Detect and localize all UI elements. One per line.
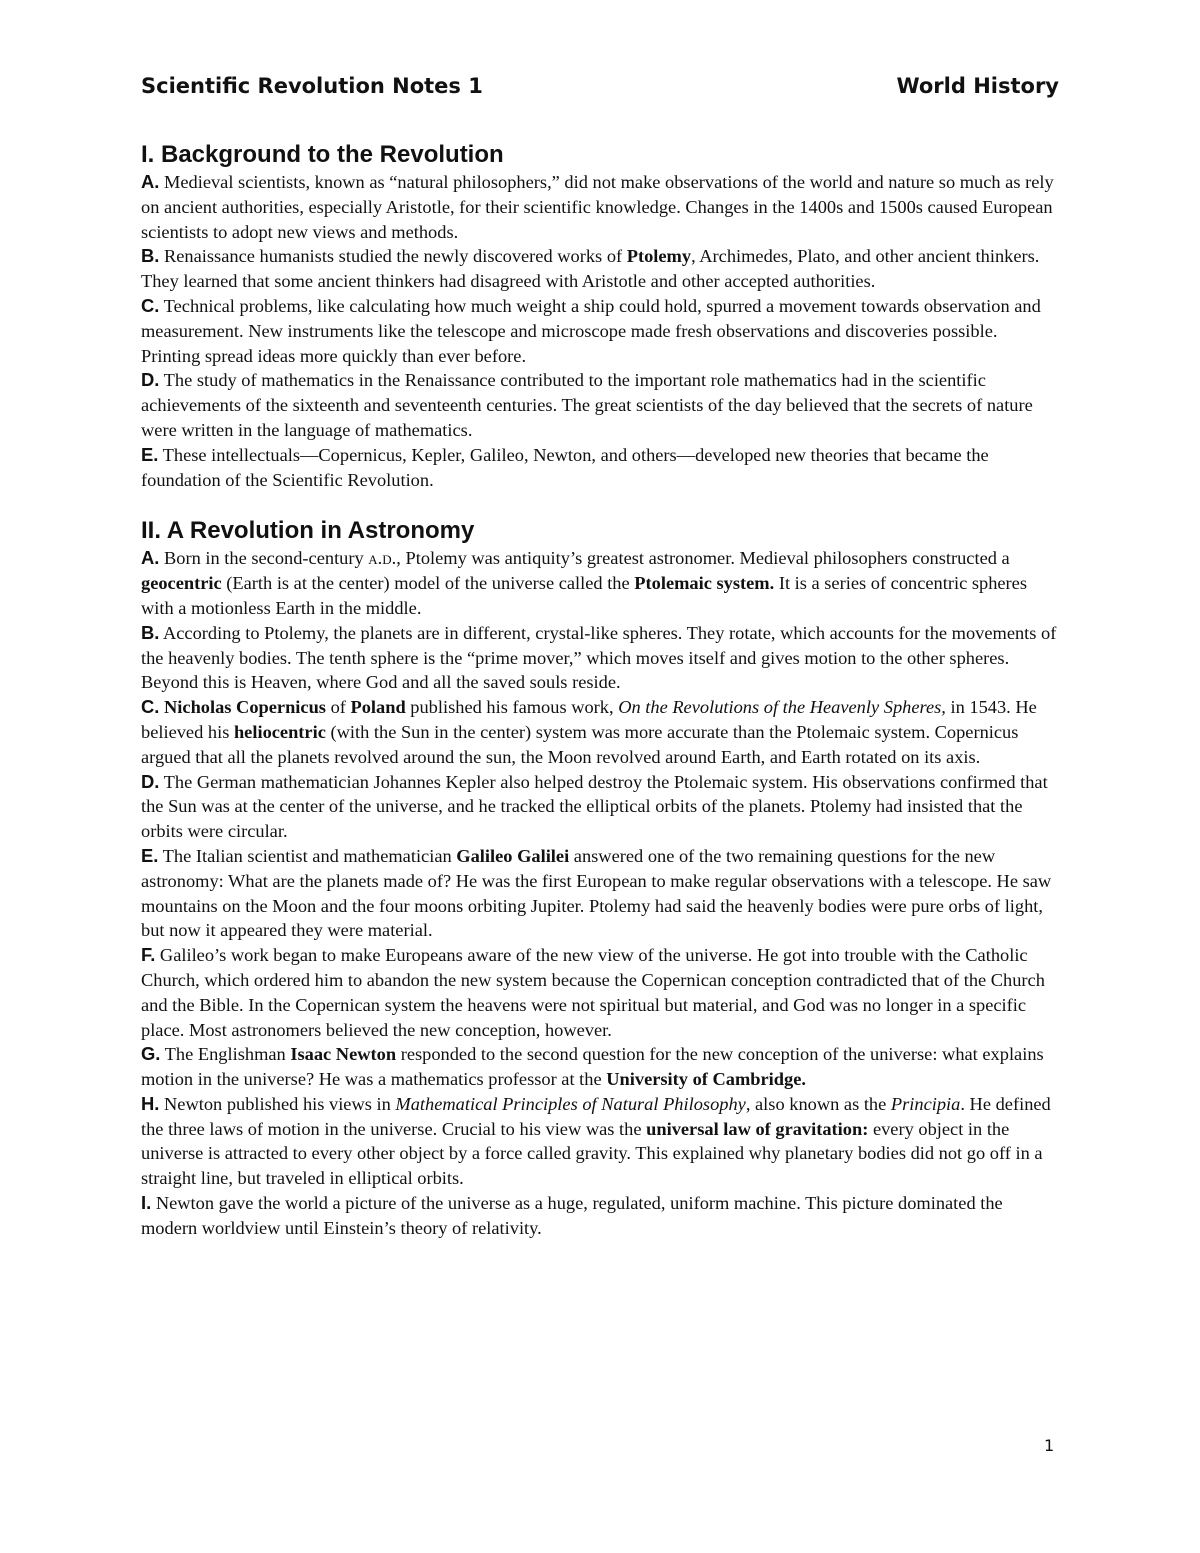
paragraph-text: , Ptolemy was antiquity’s greatest astronomer. Medieval philosophers constructed a: [396, 548, 1010, 569]
paragraph-text: Medieval scientists, known as “natural philosophers,” did not make observations of the world and nature so much as rely on ancient authorities, especially Aristotle, for their scientific knowledge. Changes in the 1400s and 1500s caused European scientists to adopt new views and methods.: [141, 172, 1054, 242]
section-1: [141, 140, 1061, 492]
paragraph-text: a.d.: [368, 548, 397, 569]
bold-term: Ptolemaic system.: [634, 573, 775, 594]
paragraph-text: According to Ptolemy, the planets are in different, crystal-like spheres. They rotate, which accounts for the movements of the heavenly bodies. The tenth sphere is the “prime mover,” which moves itself and gives motion to the other spheres. Beyond this is Heaven, where God and all the saved souls reside.: [141, 622, 1057, 693]
bold-term: Isaac Newton: [290, 1044, 397, 1065]
paragraph-text: The study of mathematics in the Renaissance contributed to the important role mathematics had in the scientific achievements of the sixteenth and seventeenth centuries. The great scientists of the day believed that the secrets of nature were written in the language of mathematics.: [141, 370, 1033, 440]
paragraph: [141, 943, 1061, 1042]
paragraph: [141, 170, 1061, 244]
page-header: [141, 74, 1059, 108]
paragraph: [141, 844, 1061, 943]
paragraph-text: of: [325, 697, 351, 718]
paragraph-text: (with the Sun in the center) system was more accurate than the Ptolemaic system. Copernicus argued that all the planets revolved around the sun, the Moon revolved around Earth, and Earth rotated on its axis.: [141, 721, 1019, 767]
paragraph-text: , Archimedes, Plato, and other ancient thinkers. They learned that some ancient thinkers had disagreed with Aristotle and other accepted authorities.: [141, 246, 1040, 292]
paragraph-text: The German mathematician Johannes Kepler also helped destroy the Ptolemaic system. His observations confirmed that the Sun was at the center of the universe, and he tracked the elliptical orbits of the planets. Ptolemy had insisted that the orbits were circular.: [141, 771, 1048, 842]
paragraph: [141, 443, 1061, 493]
paragraph-letter: E.: [141, 443, 159, 465]
bold-term: heliocentric: [233, 721, 326, 742]
bold-term: Galileo Galilei: [456, 845, 570, 866]
paragraph: [141, 770, 1061, 844]
paragraph-letter: G.: [141, 1043, 161, 1065]
paragraph-text: (Earth is at the center) model of the universe called the: [221, 573, 635, 594]
paragraph-text: Renaissance humanists studied the newly discovered works of: [159, 246, 627, 267]
paragraph-letter: B.: [141, 621, 160, 643]
paragraph-text: in 1543. He believed his: [141, 697, 1037, 742]
paragraph-letter: E.: [141, 844, 159, 866]
header-course: World History: [896, 74, 1059, 98]
bold-term: Nicholas Copernicus: [164, 697, 326, 718]
paragraph-text: These intellectuals—Copernicus, Kepler, Galileo, Newton, and others—developed new theories that became the foundation of the Scientific Revolution.: [141, 444, 989, 490]
paragraph-text: The Italian scientist and mathematician: [158, 845, 457, 866]
paragraph: [141, 294, 1061, 368]
paragraph-text: answered one of the two remaining questions for the new astronomy: What are the planets made of? He was the first European to make regular observations with a telescope. He saw mountains on the Moon and the four moons orbiting Jupiter. Ptolemy had said the heavenly bodies were pure orbs of light, but now it appeared they were material.: [141, 845, 1052, 941]
italic-title: On the Revolutions of the Heavenly Spheres,: [618, 697, 946, 718]
paragraph-text: published his famous work,: [405, 697, 619, 718]
paragraph-letter: D.: [141, 369, 160, 391]
paragraph: [141, 1092, 1061, 1191]
paragraph-text: It is a series of concentric spheres with a motionless Earth in the middle.: [141, 573, 1027, 618]
paragraph-text: Newton published his views in: [159, 1093, 396, 1114]
paragraph: [141, 1042, 1061, 1092]
paragraph-text: Born in the second-century: [159, 548, 369, 569]
bold-term: Poland: [350, 697, 406, 718]
section-title: I. Background to the Revolution: [141, 141, 504, 168]
paragraph-text: Galileo’s work began to make Europeans aware of the new view of the universe. He got into trouble with the Catholic Church, which ordered him to abandon the new system because the Copernican conception contradicted that of the Church and the Bible. In the Copernican system the heavens were not spiritual but material, and God was no longer in a specific place. Most astronomers believed the new conception, however.: [141, 945, 1045, 1040]
bold-term: geocentric: [141, 573, 222, 594]
bold-term: universal law of gravitation:: [646, 1118, 869, 1139]
italic-title: Principia: [890, 1093, 961, 1114]
paragraph: [141, 695, 1061, 769]
italic-title: Mathematical Principles of Natural Philosophy: [395, 1093, 746, 1114]
paragraph-text: The Englishman: [160, 1044, 291, 1065]
paragraph-text: , also known as the: [745, 1093, 891, 1114]
paragraph: [141, 368, 1061, 442]
page-number: 1: [1044, 1436, 1055, 1455]
paragraph-letter: A.: [141, 547, 160, 569]
paragraph: [141, 546, 1061, 620]
paragraph-text: Technical problems, like calculating how much weight a ship could hold, spurred a movement towards observation and measurement. New instruments like the telescope and microscope made fresh observations and discoveries possible. Printing spread ideas more quickly than ever before.: [141, 295, 1041, 366]
paragraph: [141, 1191, 1061, 1241]
paragraph-text: Newton gave the world a picture of the universe as a huge, regulated, uniform machine. This picture dominated the modern worldview until Einstein’s theory of relativity.: [141, 1193, 1003, 1238]
paragraph-letter: I.: [141, 1192, 152, 1214]
paragraph: [141, 244, 1061, 294]
paragraph-letter: C.: [141, 696, 160, 718]
paragraph-letter: H.: [141, 1092, 160, 1114]
paragraph-letter: D.: [141, 770, 160, 792]
paragraph-letter: A.: [141, 171, 160, 192]
paragraph-letter: B.: [141, 245, 160, 267]
section-title: II. A Revolution in Astronomy: [141, 517, 475, 545]
paragraph-text: every object in the universe is attracted to every other object by a force called gravity. This explained why planetary bodies did not go off in a straight line, but traveled in elliptical orbits.: [141, 1118, 1043, 1189]
section-2: [141, 516, 1061, 1240]
header-title: Scientific Revolution Notes 1: [141, 74, 483, 98]
document-body: [141, 140, 1061, 1241]
paragraph: [141, 621, 1061, 695]
paragraph-text: . He defined the three laws of motion in the universe. Crucial to his view was the: [141, 1093, 1051, 1139]
paragraph-letter: F.: [141, 944, 156, 966]
paragraph-text: responded to the second question for the new conception of the universe: what explains motion in the universe? He was a mathematics professor at the: [141, 1044, 1044, 1090]
bold-term: University of Cambridge.: [606, 1069, 806, 1090]
bold-term: Ptolemy: [626, 246, 692, 267]
paragraph-letter: C.: [141, 294, 160, 316]
